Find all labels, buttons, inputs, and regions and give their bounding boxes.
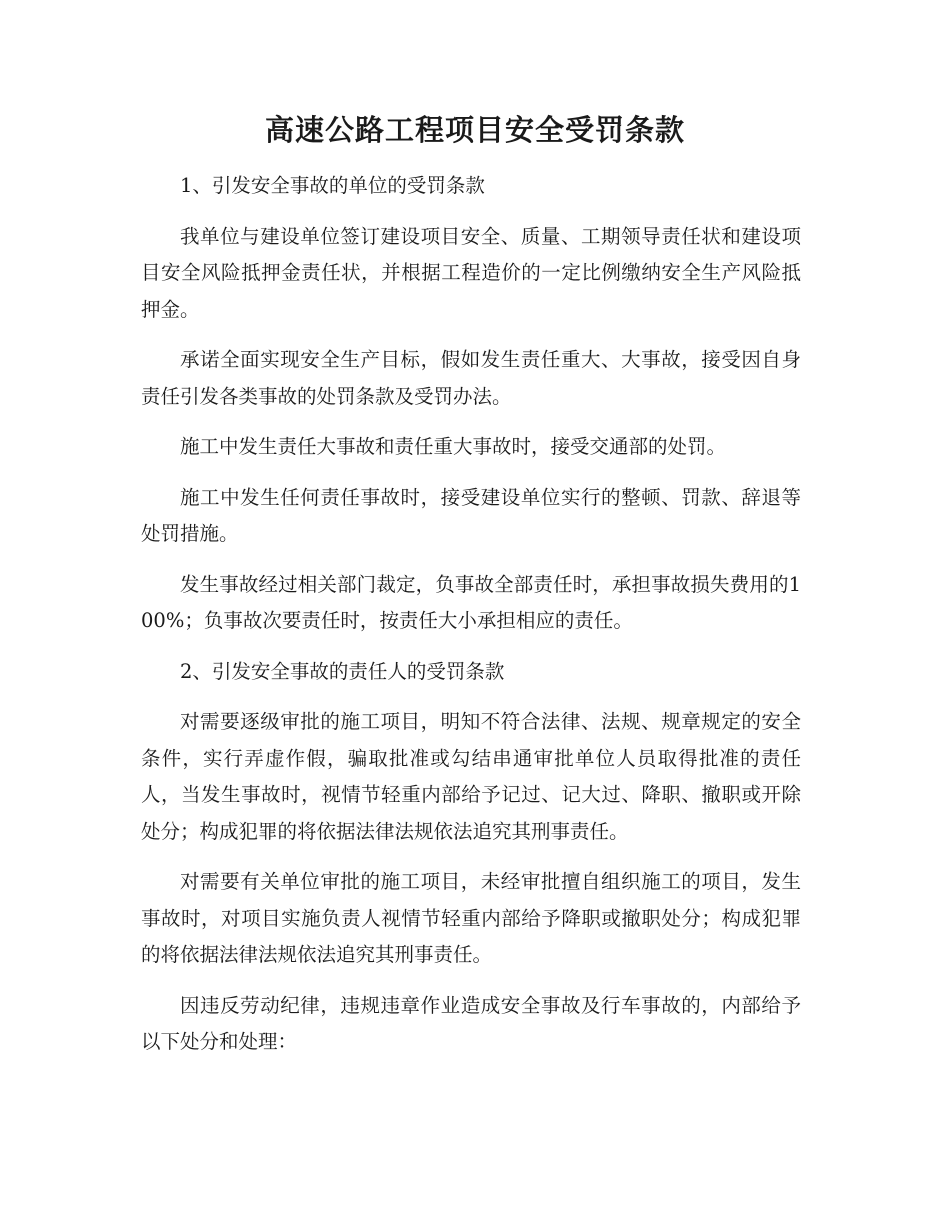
document-title: 高速公路工程项目安全受罚条款: [264, 113, 685, 147]
paragraph: 承诺全面实现安全生产目标，假如发生责任重大、大事故，接受因自身责任引发各类事故的处罚条款及受罚办法。: [141, 348, 801, 408]
paragraph: 对需要逐级审批的施工项目，明知不符合法律、法规、规章规定的安全条件，实行弄虚作假，骗取批准或勾结串通审批单位人员取得批准的责任人，当发生事故时，视情节轻重内部给予记过、记大过、降职、撤职或开除处分；构成犯罪的将依据法律法规依法追究其刑事责任。: [141, 710, 801, 843]
paragraph: 我单位与建设单位签订建设项目安全、质量、工期领导责任状和建设项目安全风险抵押金责任状，并根据工程造价的一定比例缴纳安全生产风险抵押金。: [141, 224, 801, 321]
section-heading-2: 2、引发安全事故的责任人的受罚条款: [180, 659, 505, 683]
paragraph: 因违反劳动纪律，违规违章作业造成安全事故及行车事故的，内部给予以下处分和处理：: [141, 993, 801, 1053]
paragraph: 施工中发生责任大事故和责任重大事故时，接受交通部的处罚。: [180, 435, 727, 458]
paragraph: 施工中发生任何责任事故时，接受建设单位实行的整顿、罚款、辞退等处罚措施。: [141, 485, 801, 545]
section-heading-1: 1、引发安全事故的单位的受罚条款: [180, 174, 485, 197]
paragraph: 发生事故经过相关部门裁定，负事故全部责任时，承担事故损失费用的100%；负事故次要责任时，按责任大小承担相应的责任。: [141, 572, 801, 632]
paragraph: 对需要有关单位审批的施工项目，未经审批擅自组织施工的项目，发生事故时，对项目实施负责人视情节轻重内部给予降职或撤职处分；构成犯罪的将依据法律法规依法追究其刑事责任。: [141, 870, 801, 966]
document-body: [141, 168, 801, 1075]
